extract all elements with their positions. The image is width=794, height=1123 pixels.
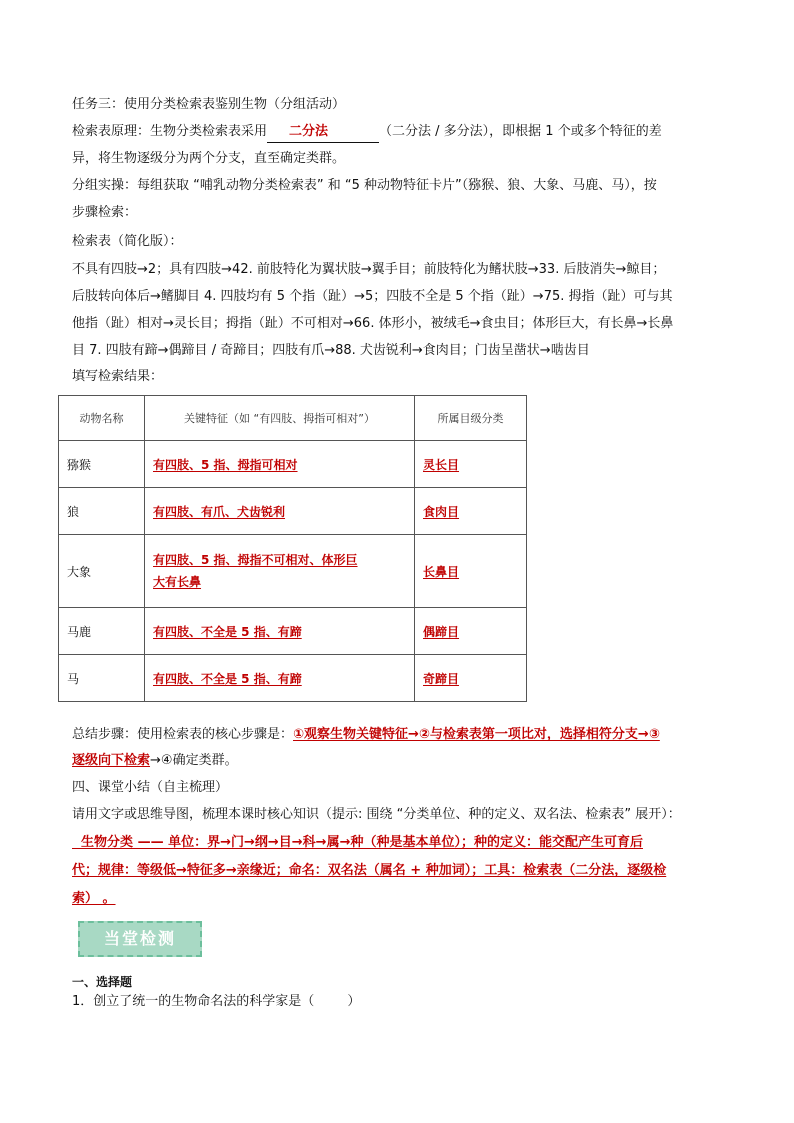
principle-line-2: 异，将生物逐级分为两个分支，直至确定类群。 — [72, 151, 346, 166]
order-answer: 食肉目 — [415, 488, 527, 535]
task-title: 任务三：使用分类检索表鉴别生物（分组活动） — [72, 97, 346, 112]
section-4-title: 四、课堂小结（自主梳理） — [72, 780, 229, 795]
animal-name: 大象 — [59, 535, 145, 608]
section-4-answer-1: 生物分类 —— 单位：界→门→纲→目→科→属→种（种是基本单位）；种的定义：能交配产生可育后 — [72, 835, 643, 850]
feature-answer — [145, 535, 415, 608]
feature-answer-line-1: 有四肢、5 指、拇指不可相对、体形巨 — [153, 553, 358, 567]
animal-name: 马鹿 — [59, 608, 145, 655]
feature-answer: 有四肢、不全是 5 指、有蹄 — [145, 655, 415, 702]
key-line-2: 后肢转向体后→鳍脚目 4. 四肢均有 5 个指（趾）→5；四肢不全是 5 个指（趾）→75. 拇指（趾）可与其 — [72, 289, 673, 304]
practice-line-1: 分组实操：每组获取 “哺乳动物分类检索表” 和 “5 种动物特征卡片”（猕猴、狼、大象、马鹿、马），按 — [72, 178, 657, 193]
fill-title: 填写检索结果： — [72, 369, 164, 384]
section-4-answer-3: 索） 。 — [72, 891, 116, 906]
principle-prefix: 检索表原理：生物分类检索表采用 — [72, 124, 268, 139]
order-answer: 长鼻目 — [415, 535, 527, 608]
key-line-4: 目 7. 四肢有蹄→偶蹄目 / 奇蹄目；四肢有爪→88. 犬齿锐利→食肉目；门齿呈凿状→啮齿目 — [72, 343, 590, 358]
quiz-section-title: 一、选择题 — [72, 975, 133, 989]
principle-suffix: （二分法 / 多分法），即根据 1 个或多个特征的差 — [379, 124, 662, 139]
feature-answer: 有四肢、有爪、犬齿锐利 — [145, 488, 415, 535]
table-header-row — [59, 396, 527, 441]
table-row — [59, 655, 527, 702]
order-answer: 奇蹄目 — [415, 655, 527, 702]
key-line-1: 不具有四肢→2；具有四肢→42. 前肢特化为翼状肢→翼手目；前肢特化为鳍状肢→33. 后肢消失→鲸目； — [72, 262, 666, 277]
practice-line-2: 步骤检索： — [72, 205, 138, 220]
header-feature: 关键特征（如 “有四肢、拇指可相对”） — [145, 396, 415, 441]
feature-answer-line-2: 大有长鼻 — [153, 575, 202, 589]
summary-answer-2: 逐级向下检索 — [72, 753, 151, 768]
animal-name: 猕猴 — [59, 441, 145, 488]
table-row — [59, 441, 527, 488]
key-title: 检索表（简化版）： — [72, 234, 183, 249]
order-answer: 灵长目 — [415, 441, 527, 488]
section-4-answer-2: 代；规律：等级低→特征多→亲缘近；命名：双名法（属名 + 种加词）；工具：检索表（二分法，逐级检 — [72, 863, 667, 878]
summary-answer-1: ①观察生物关键特征→②与检索表第一项比对，选择相符分支→③ — [293, 727, 660, 742]
header-animal: 动物名称 — [59, 396, 145, 441]
table-row — [59, 488, 527, 535]
quiz-badge-label: 当堂检测 — [103, 929, 176, 948]
section-4-prompt: 请用文字或思维导图，梳理本课时核心知识（提示: 围绕 “分类单位、种的定义、双名法、检索表” 展开）： — [72, 807, 681, 822]
feature-answer: 有四肢、5 指、拇指可相对 — [145, 441, 415, 488]
order-answer: 偶蹄目 — [415, 608, 527, 655]
summary-line-2 — [72, 751, 238, 771]
key-line-3: 他指（趾）相对→灵长目；拇指（趾）不可相对→66. 体形小，被绒毛→食虫目；体形巨大，有长鼻→长鼻 — [72, 316, 674, 331]
summary-prefix: 总结步骤：使用检索表的核心步骤是： — [72, 727, 294, 742]
principle-answer-blank: 二分法 — [267, 122, 379, 143]
table-row — [59, 535, 527, 608]
header-order: 所属目级分类 — [415, 396, 527, 441]
summary-suffix: →④确定类群。 — [150, 753, 238, 768]
result-table — [58, 395, 527, 702]
animal-name: 马 — [59, 655, 145, 702]
principle-line — [72, 122, 662, 143]
animal-name: 狼 — [59, 488, 145, 535]
question-1: 1．创立了统一的生物命名法的科学家是（ ） — [72, 994, 361, 1009]
table-row — [59, 608, 527, 655]
quiz-badge — [78, 921, 202, 957]
feature-answer: 有四肢、不全是 5 指、有蹄 — [145, 608, 415, 655]
summary-line-1 — [72, 725, 660, 745]
